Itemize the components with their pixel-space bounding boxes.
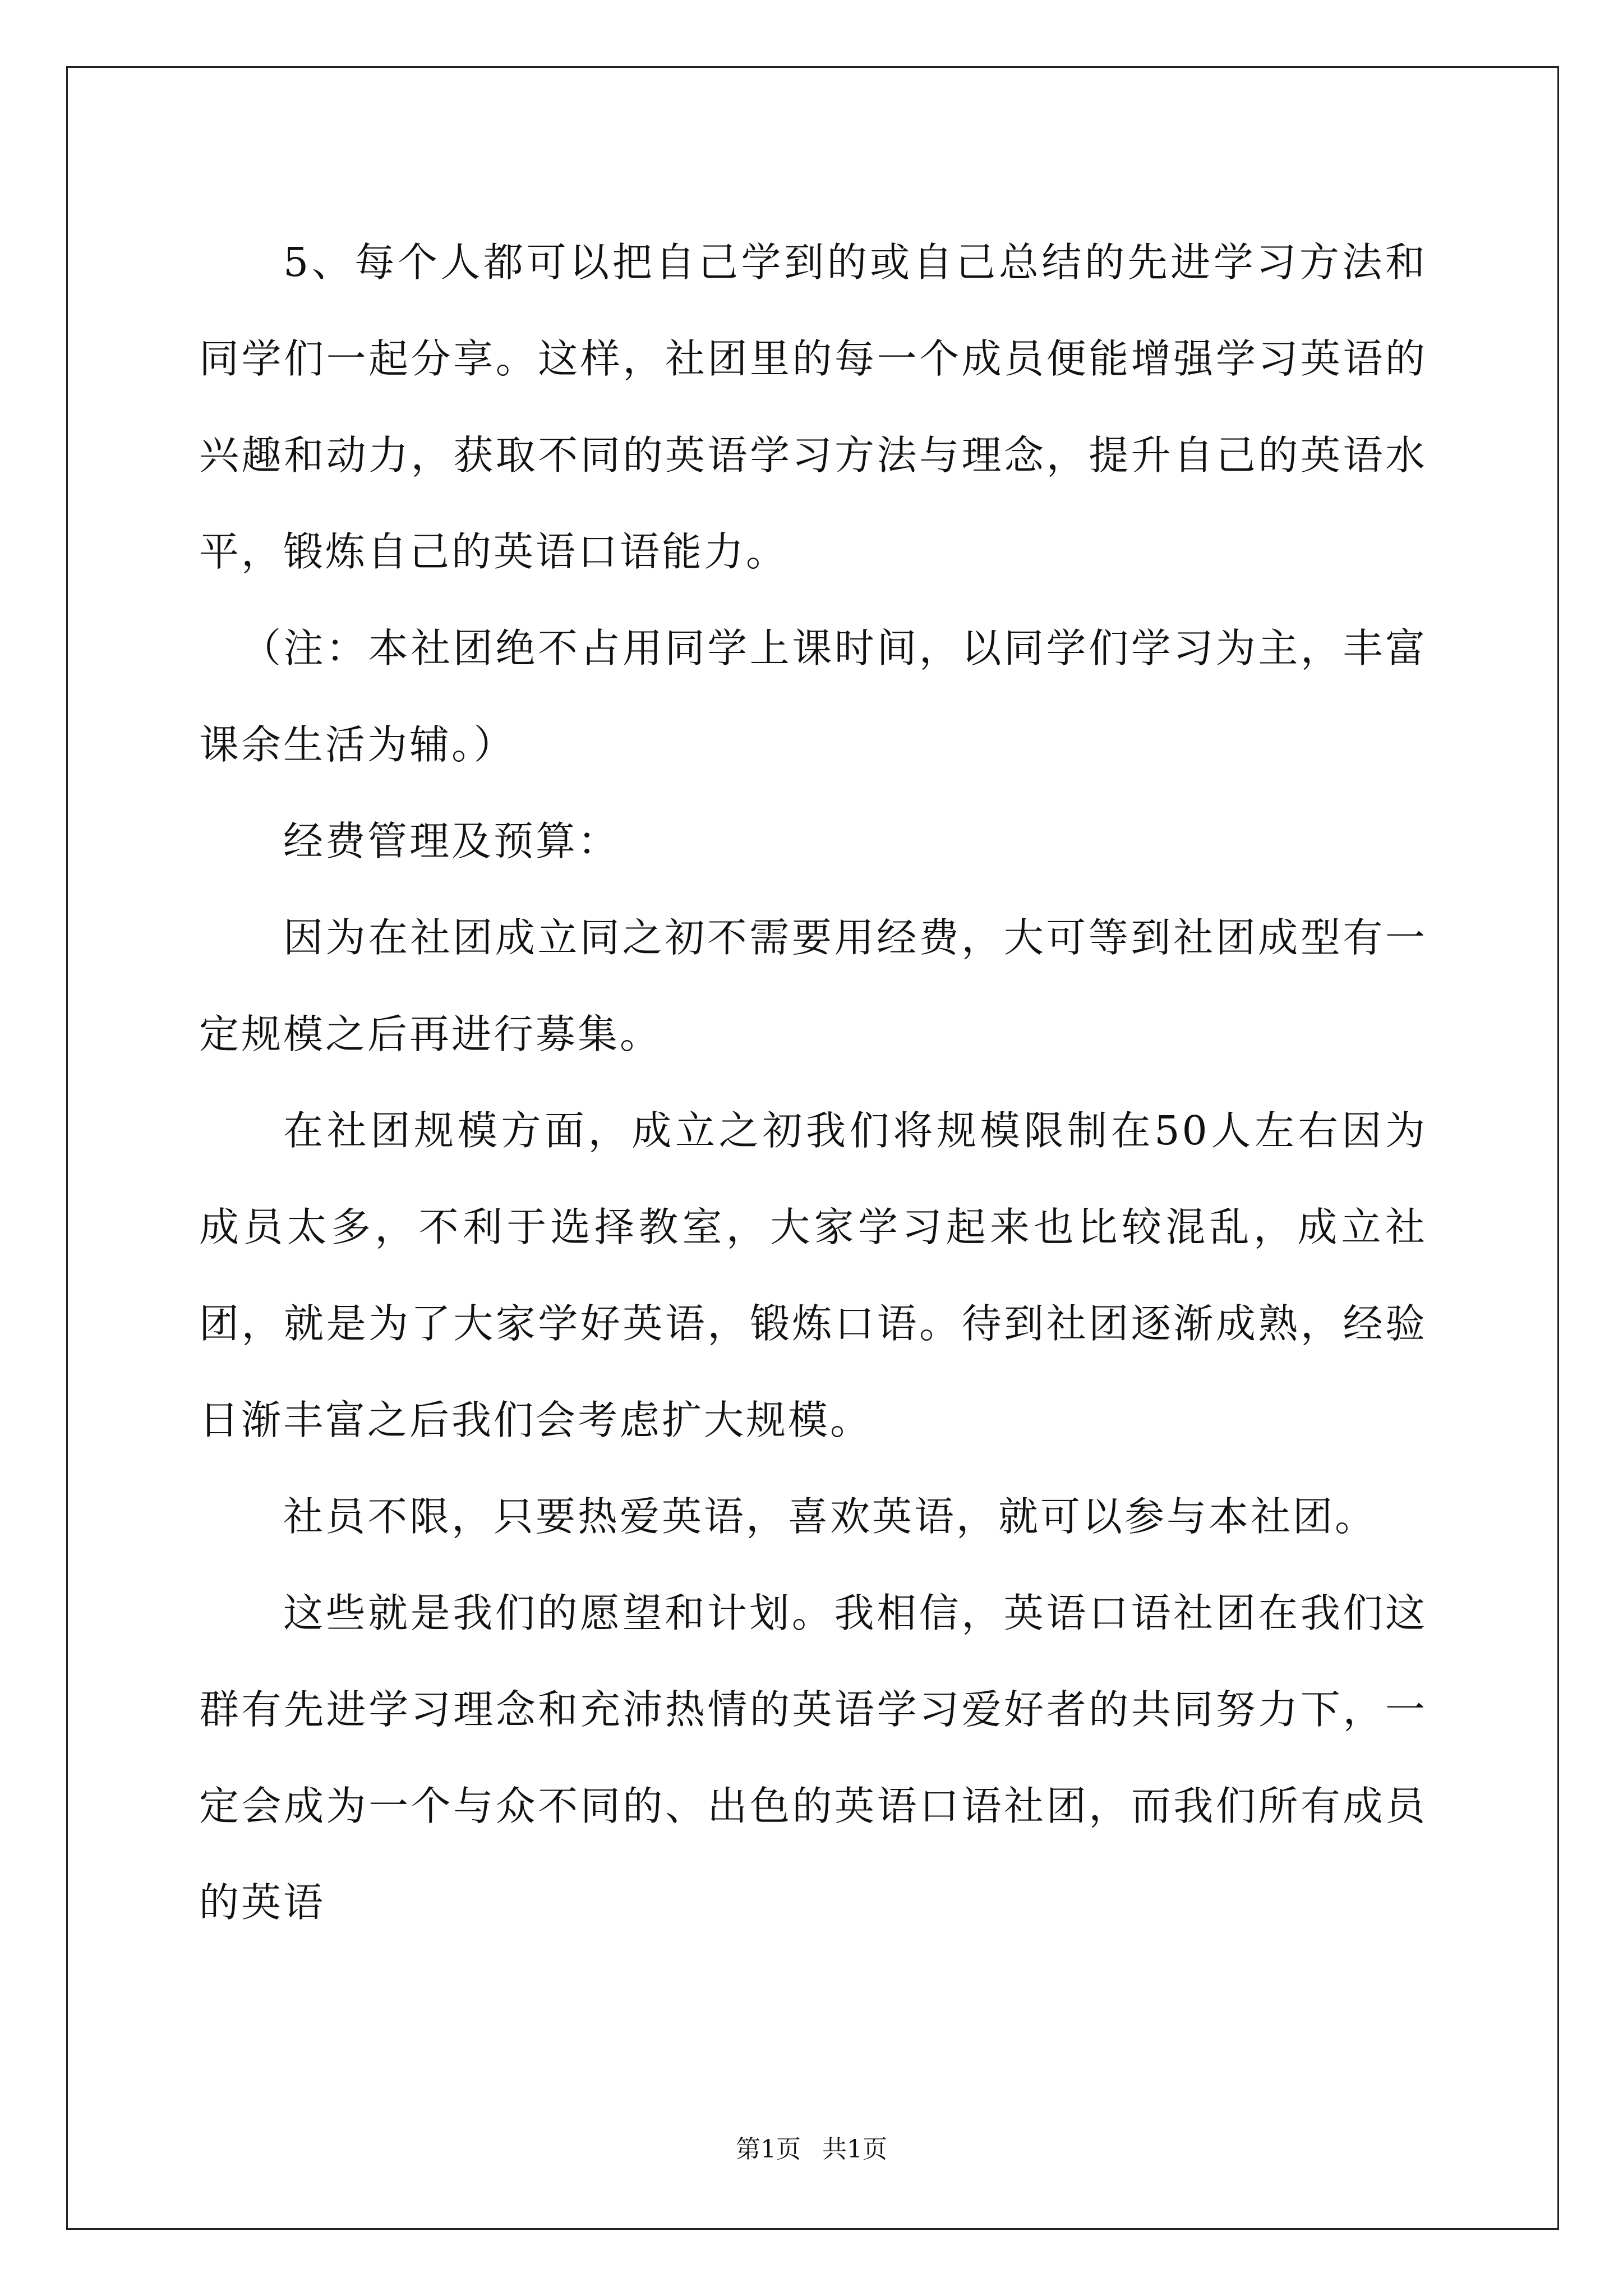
paragraph-membership: 社员不限，只要热爱英语，喜欢英语，就可以参与本社团。 <box>283 1493 1377 1540</box>
paragraph-sharing-methods: 5、每个人都可以把自己学到的或自己总结的先进学习方法和同学们一起分享。这样，社团里的每一个成员便能增强学习英语的兴趣和动力，获取不同的英语学习方法与理念，提升自己的英语水平，锻炼自己的英语口语能力。 <box>199 239 1427 575</box>
document-body <box>199 214 1427 1951</box>
page-number: 第1页 <box>736 2135 801 2164</box>
paragraph-conclusion: 这些就是我们的愿望和计划。我相信，英语口语社团在我们这群有先进学习理念和充沛热情的英语学习爱好者的共同努力下，一定会成为一个与众不同的、出色的英语口语社团，而我们所有成员的英语 <box>199 1590 1427 1926</box>
paragraph-scale: 在社团规模方面，成立之初我们将规模限制在50人左右因为成员太多，不利于选择教室，大家学习起来也比较混乱，成立社团，就是为了大家学好英语，锻炼口语。待到社团逐渐成熟，经验日渐丰富之后我们会考虑扩大规模。 <box>199 1107 1427 1443</box>
paragraph-budget-heading: 经费管理及预算： <box>283 818 620 864</box>
paragraph-funding: 因为在社团成立同之初不需要用经费，大可等到社团成型有一定规模之后再进行募集。 <box>199 914 1427 1057</box>
page-total: 共1页 <box>822 2135 887 2164</box>
paragraph-note: （注：本社团绝不占用同学上课时间，以同学们学习为主，丰富课余生活为辅。） <box>199 625 1427 768</box>
page-footer <box>0 2129 1623 2165</box>
